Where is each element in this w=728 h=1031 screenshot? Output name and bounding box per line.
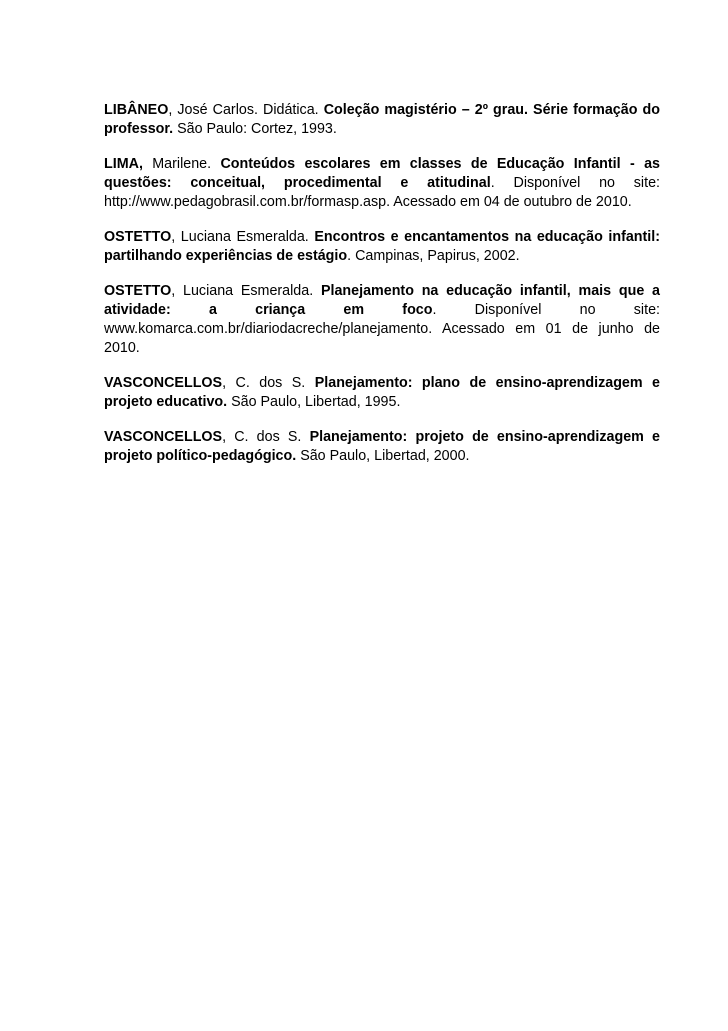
reference-publication: . Disponível no site: http://www.pedagobrasil.com.br/formasp.asp. Acessado em 04 de outubro de 2010. (104, 175, 661, 210)
reference-title: Conteúdos escolares em classes de Educação Infantil - as questões: conceitual, procedimental e atitudinal (104, 156, 660, 191)
reference-author: OSTETTO (104, 283, 172, 299)
reference-author: OSTETTO (104, 229, 172, 245)
reference-ostetto-2002 (104, 228, 660, 266)
reference-author: VASCONCELLOS (104, 429, 223, 445)
reference-ostetto-2010 (104, 282, 660, 358)
reference-author: LIBÂNEO (104, 102, 169, 118)
reference-author: VASCONCELLOS (104, 375, 223, 391)
reference-publication: . Campinas, Papirus, 2002. (347, 248, 520, 264)
document-page (104, 101, 660, 482)
reference-vasconcellos-1995 (104, 374, 660, 412)
reference-title: Planejamento na educação infantil, mais que a atividade: a criança em foco (104, 283, 661, 318)
reference-details: , Luciana Esmeralda. (171, 283, 321, 299)
reference-title: Coleção magistério – 2º grau. Série formação do professor. (104, 102, 660, 137)
reference-publication: São Paulo, Libertad, 1995. (227, 394, 401, 410)
reference-libaneo (104, 101, 660, 139)
reference-title: Planejamento: projeto de ensino-aprendizagem e projeto político-pedagógico. (104, 429, 660, 464)
reference-details: , C. dos S. (222, 429, 310, 445)
reference-title: Encontros e encantamentos na educação infantil: partilhando experiências de estágio (104, 229, 661, 264)
reference-details: Marilene. (142, 156, 221, 172)
reference-vasconcellos-2000 (104, 428, 660, 466)
reference-details: , C. dos S. (222, 375, 315, 391)
reference-details: , Luciana Esmeralda. (171, 229, 315, 245)
reference-details: , José Carlos. Didática. (168, 102, 324, 118)
reference-author: LIMA, (104, 156, 143, 172)
reference-publication: São Paulo, Libertad, 2000. (296, 448, 470, 464)
reference-lima (104, 155, 660, 212)
reference-publication: . Disponível no site: www.komarca.com.br/diariodacreche/planejamento. Acessado em 01 de junho de 2010. (104, 302, 660, 356)
reference-publication: São Paulo: Cortez, 1993. (173, 121, 337, 137)
reference-title: Planejamento: plano de ensino-aprendizagem e projeto educativo. (104, 375, 660, 410)
